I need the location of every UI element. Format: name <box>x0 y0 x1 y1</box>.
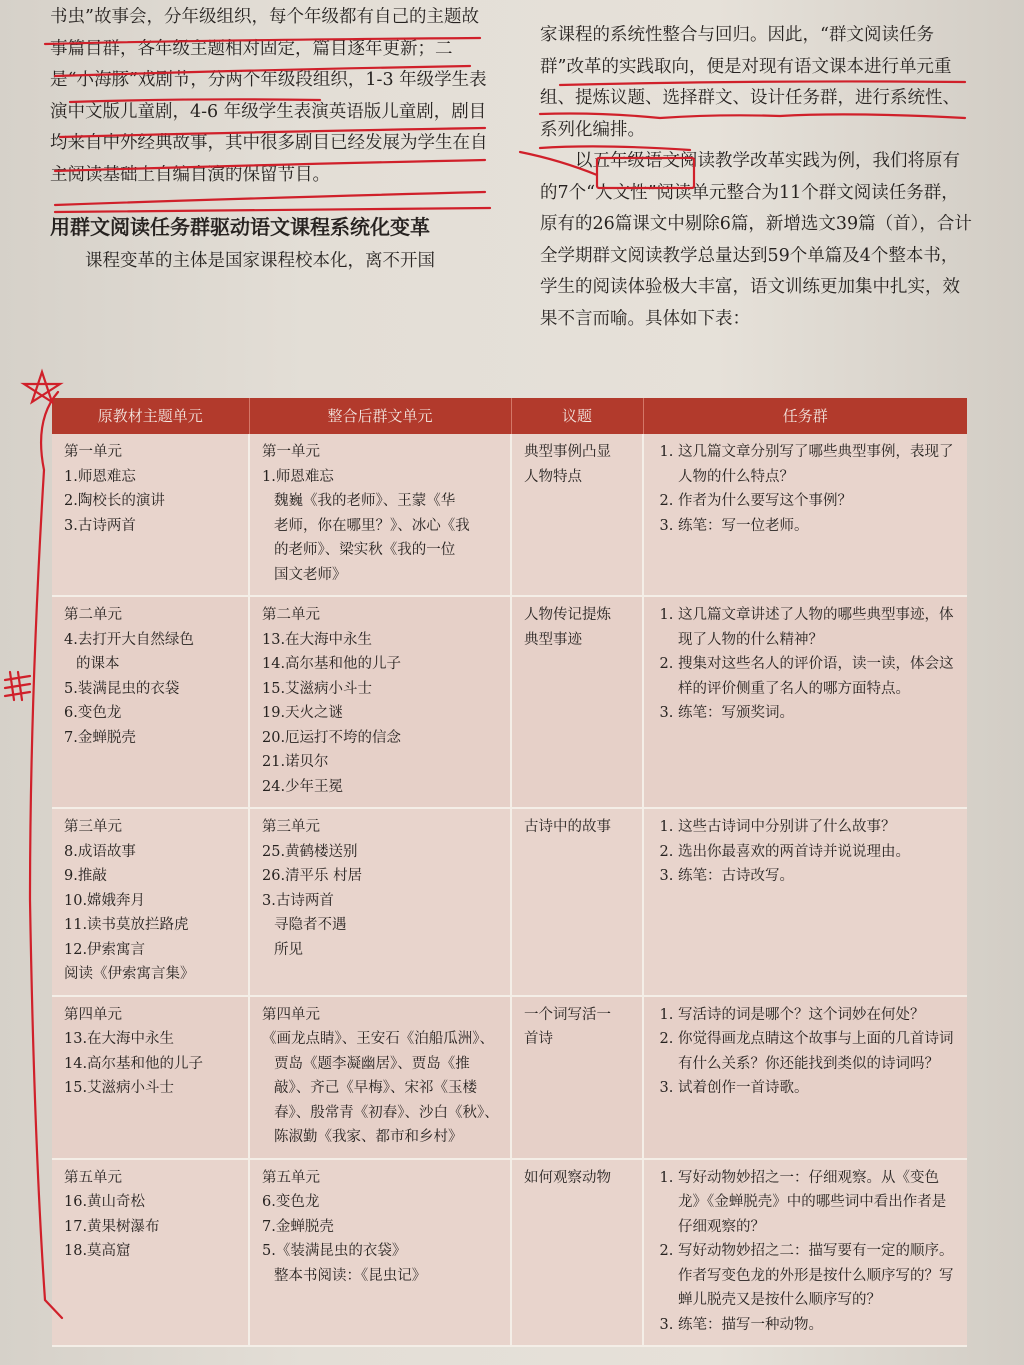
original-unit-cell <box>52 808 249 996</box>
integrated-unit-cell-line: 第五单元 <box>262 1169 320 1186</box>
integrated-unit-cell-line: 6.变色龙 <box>262 1194 320 1210</box>
integrated-unit-cell-line: 所见 <box>274 941 303 958</box>
integrated-unit-cell-line: 整本书阅读：《昆虫记》 <box>274 1267 427 1284</box>
original-unit-cell-line: 第一单元 <box>64 444 122 460</box>
integrated-unit-cell-line: 寻隐者不遇 <box>274 917 347 933</box>
topic-cell-line: 典型事迹 <box>524 631 582 648</box>
right-paragraph-2: 以五年级语文阅读教学改革实践为例，我们将原有的7个“人文性”阅读单元整合为11个群文阅读任务群，原有的26篇课文中剔除6篇，新增选文39篇（首），合计全学期群文阅读教学总量达到59个单篇及4个整本书，学生的阅读体验极大丰富，语文训练更加集中扎实，效果不言而喻。具体如下表： <box>540 151 972 329</box>
integrated-unit-cell-line: 第二单元 <box>262 607 320 623</box>
original-unit-cell-line: 15.艾滋病小斗士 <box>64 1080 175 1096</box>
topic-cell-line: 如何观察动物 <box>524 1169 611 1186</box>
task-list <box>656 1166 957 1338</box>
integrated-unit-cell-line: 第三单元 <box>262 819 320 835</box>
integrated-unit-cell-line: 春》、殷常青《初春》、沙白《秋》、 <box>274 1104 499 1121</box>
original-unit-cell-line: 13.在大海中永生 <box>64 1031 175 1047</box>
integrated-unit-cell-line: 的老师》、梁实秋《我的一位 <box>274 542 456 558</box>
integrated-unit-cell-line: 陈淑勤《我家、都市和乡村》 <box>274 1129 463 1145</box>
topic-cell-line: 古诗中的故事 <box>524 819 611 835</box>
original-unit-cell-line: 12.伊索寓言 <box>64 941 146 958</box>
task-item: 1. 这几篇文章分别写了哪些典型事例，表现了人物的什么特点？ <box>678 440 957 489</box>
task-item: 2. 写好动物妙招之二：描写要有一定的顺序。作者写变色龙的外形是按什么顺序写的？写蝉儿脱壳又是按什么顺序写的？ <box>678 1239 957 1313</box>
task-item: 2. 你觉得画龙点睛这个故事与上面的几首诗词有什么关系？你还能找到类似的诗词吗？ <box>678 1027 957 1076</box>
integrated-unit-cell-line: 贾岛《题李凝幽居》、贾岛《推 <box>274 1055 470 1072</box>
original-unit-cell-line: 4.去打开大自然绿色 <box>64 631 194 648</box>
original-unit-cell-line: 的课本 <box>76 656 120 672</box>
task-group-cell <box>643 808 967 996</box>
task-item: 1. 写好动物妙招之一：仔细观察。从《变色龙》《金蝉脱壳》中的哪些词中看出作者是仔细观察的？ <box>678 1166 957 1240</box>
topic-cell <box>511 996 643 1159</box>
table-row <box>52 808 967 996</box>
task-item: 3. 试着创作一首诗歌。 <box>678 1076 957 1101</box>
original-unit-cell <box>52 1159 249 1347</box>
integrated-unit-cell-line: 20.厄运打不垮的信念 <box>262 729 402 746</box>
task-item: 1. 写活诗的词是哪个？这个词妙在何处？ <box>678 1003 957 1028</box>
integrated-unit-cell-line: 24.少年王冕 <box>262 778 344 795</box>
task-group-cell <box>643 996 967 1159</box>
header-task-group: 任务群 <box>782 406 828 425</box>
integrated-unit-cell-line: 《画龙点睛》、王安石《泊船瓜洲》、 <box>262 1031 494 1047</box>
original-unit-cell <box>52 434 249 596</box>
integrated-unit-cell-line: 15.艾滋病小斗士 <box>262 680 373 697</box>
integrated-unit-cell-line: 5.《装满昆虫的衣袋》 <box>262 1243 407 1259</box>
integrated-unit-cell-line: 国文老师》 <box>274 566 347 583</box>
integrated-unit-cell-line: 7.金蝉脱壳 <box>262 1218 334 1235</box>
topic-cell-line: 一个词写活一 <box>524 1006 611 1023</box>
integrated-unit-cell-line: 魏巍《我的老师》、王蒙《华 <box>274 493 456 509</box>
task-item: 3. 练笔：古诗改写。 <box>678 864 957 889</box>
left-paragraph-bottom: 课程变革的主体是国家课程校本化，离不开国 <box>85 251 435 271</box>
integrated-unit-cell-line: 老师，你在哪里？》、冰心《我 <box>274 517 470 534</box>
original-unit-cell-line: 16.黄山奇松 <box>64 1194 146 1210</box>
integrated-unit-cell-line: 19.天火之谜 <box>262 705 344 721</box>
curriculum-table <box>52 398 967 1343</box>
integrated-unit-cell <box>249 434 511 596</box>
table-row <box>52 434 967 596</box>
original-unit-cell-line: 9.推敲 <box>64 868 107 884</box>
table-row <box>52 596 967 808</box>
table-header-row <box>52 398 967 434</box>
original-unit-cell-line: 18.莫高窟 <box>64 1243 131 1259</box>
topic-cell-line: 人物特点 <box>524 468 582 485</box>
right-paragraph-1: 家课程的系统性整合与回归。因此，“群文阅读任务群”改革的实践取向，便是对现有语文课本进行单元重组、提炼议题、选择群文、设计任务群，进行系统性、系列化编排。 <box>540 25 960 140</box>
task-item: 1. 这几篇文章讲述了人物的哪些典型事迹，体现了人物的什么精神？ <box>678 603 957 652</box>
original-unit-cell-line: 17.黄果树瀑布 <box>64 1218 160 1235</box>
original-unit-cell-line: 8.成语故事 <box>64 843 136 860</box>
original-unit-cell-line: 10.嫦娥奔月 <box>64 892 146 909</box>
topic-cell <box>511 596 643 808</box>
header-integrated-unit: 整合后群文单元 <box>249 398 511 434</box>
task-list <box>656 440 957 538</box>
margin-mark <box>5 672 30 700</box>
integrated-unit-cell-line: 1.师恩难忘 <box>262 468 334 485</box>
table-row <box>52 996 967 1159</box>
table-row <box>52 1159 967 1347</box>
header-original-unit: 原教材主题单元 <box>52 398 249 434</box>
task-item: 3. 练笔：写颁奖词。 <box>678 701 957 726</box>
original-unit-cell <box>52 596 249 808</box>
task-list <box>656 1003 957 1101</box>
original-unit-cell-line: 第四单元 <box>64 1006 122 1023</box>
integrated-unit-cell-line: 13.在大海中永生 <box>262 631 373 648</box>
integrated-unit-cell-line: 21.诺贝尔 <box>262 754 329 770</box>
topic-cell <box>511 434 643 596</box>
integrated-unit-cell-line: 26.清平乐 村居 <box>262 868 363 884</box>
topic-cell-line: 人物传记提炼 <box>524 607 611 623</box>
header-topic: 议题 <box>511 398 643 434</box>
integrated-unit-cell-line: 敲》、齐己《早梅》、宋祁《玉楼 <box>274 1080 477 1096</box>
task-list <box>656 815 957 889</box>
task-group-cell <box>643 434 967 596</box>
integrated-unit-cell <box>249 1159 511 1347</box>
original-unit-cell-line: 5.装满昆虫的衣袋 <box>64 680 180 697</box>
task-list <box>656 603 957 726</box>
topic-cell-line: 首诗 <box>524 1031 553 1047</box>
original-unit-cell-line: 6.变色龙 <box>64 705 122 721</box>
task-item: 1. 这些古诗词中分别讲了什么故事？ <box>678 815 957 840</box>
original-unit-cell-line: 7.金蝉脱壳 <box>64 729 136 746</box>
task-group-cell <box>643 1159 967 1347</box>
original-unit-cell-line: 阅读《伊索寓言集》 <box>64 966 195 982</box>
original-unit-cell-line: 2.陶校长的演讲 <box>64 493 165 509</box>
original-unit-cell <box>52 996 249 1159</box>
integrated-unit-cell <box>249 596 511 808</box>
original-unit-cell-line: 第二单元 <box>64 607 122 623</box>
right-column <box>540 20 972 335</box>
topic-cell-line: 典型事例凸显 <box>524 444 611 460</box>
task-item: 2. 搜集对这些名人的评价语，读一读，体会这样的评价侧重了名人的哪方面特点。 <box>678 652 957 701</box>
original-unit-cell-line: 14.高尔基和他的儿子 <box>64 1055 204 1072</box>
original-unit-cell-line: 1.师恩难忘 <box>64 468 136 485</box>
integrated-unit-cell <box>249 996 511 1159</box>
left-paragraph-top: 书虫”故事会，分年级组织，每个年级都有自己的主题故事篇目群，各年级主题相对固定，篇目逐年更新；二是“小海豚”戏剧节，分两个年级段组织，1-3 年级学生表演中文版儿童剧，4-6 年级学生表演英语版儿童剧，剧目均来自中外经典故事，其中很多剧目已经发展为学生在自主阅读基础上自编自演的保留节目。 <box>50 7 488 185</box>
task-item: 2. 选出你最喜欢的两首诗并说说理由。 <box>678 840 957 865</box>
task-item: 3. 练笔：描写一种动物。 <box>678 1313 957 1338</box>
integrated-unit-cell-line: 14.高尔基和他的儿子 <box>262 656 402 672</box>
integrated-unit-cell-line: 25.黄鹤楼送别 <box>262 843 358 860</box>
task-item: 2. 作者为什么要写这个事例？ <box>678 489 957 514</box>
integrated-unit-cell <box>249 808 511 996</box>
integrated-unit-cell-line: 第四单元 <box>262 1006 320 1023</box>
integrated-unit-cell-line: 3.古诗两首 <box>262 892 334 909</box>
original-unit-cell-line: 11.读书莫放拦路虎 <box>64 917 189 933</box>
original-unit-cell-line: 第五单元 <box>64 1169 122 1186</box>
topic-cell <box>511 1159 643 1347</box>
section-heading: 用群文阅读任务群驱动语文课程系统化变革 <box>50 215 430 239</box>
original-unit-cell-line: 第三单元 <box>64 819 122 835</box>
task-group-cell <box>643 596 967 808</box>
integrated-unit-cell-line: 第一单元 <box>262 444 320 460</box>
original-unit-cell-line: 3.古诗两首 <box>64 517 136 534</box>
topic-cell <box>511 808 643 996</box>
task-item: 3. 练笔：写一位老师。 <box>678 514 957 539</box>
left-column <box>50 2 490 278</box>
